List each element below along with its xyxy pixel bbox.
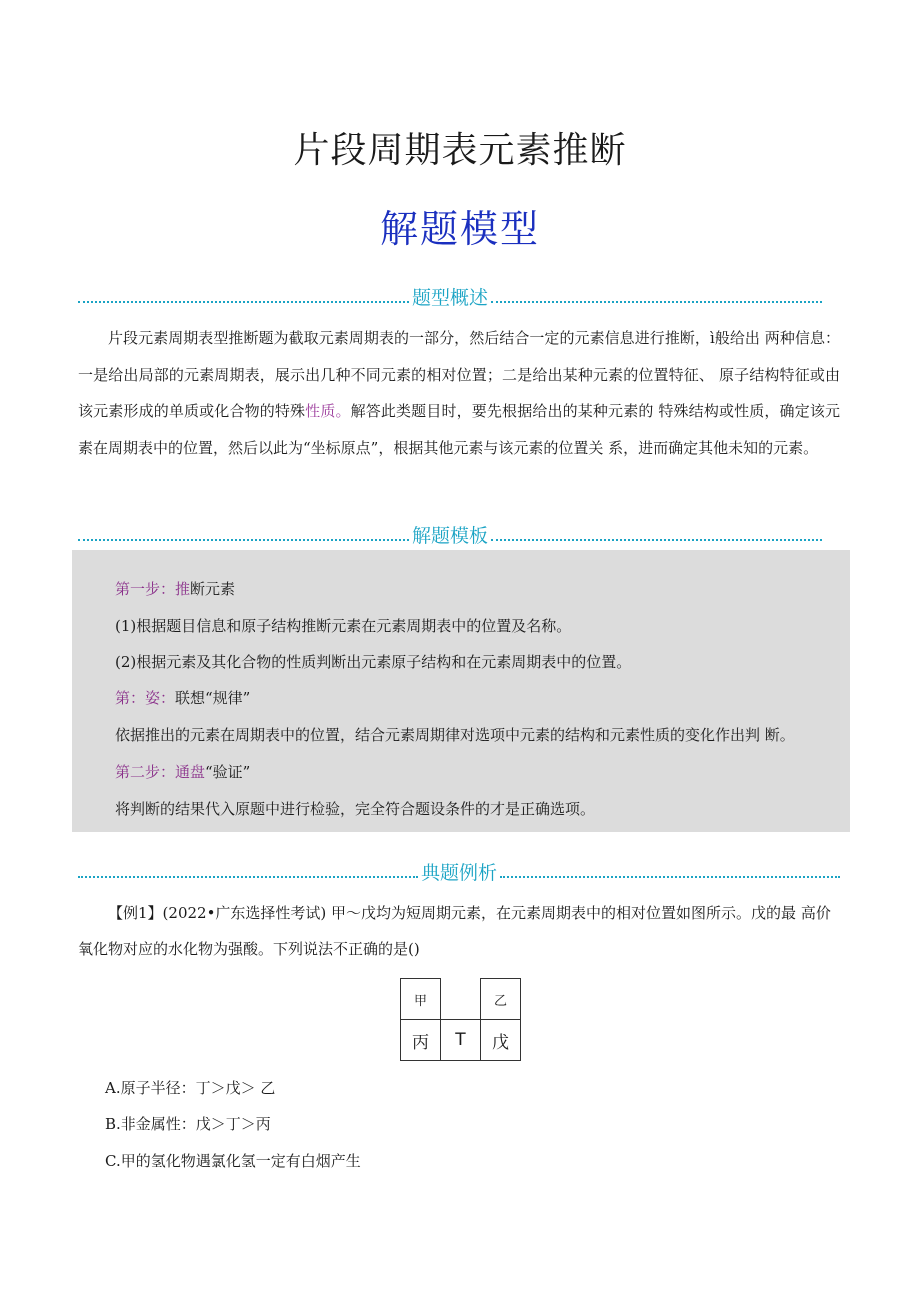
step1-item1: (1)根据题目信息和原子结构推断元素在元素周期表中的位置及名称。 [115, 617, 572, 635]
option-a: A.原子半径：丁＞戊＞ 乙 [105, 1079, 276, 1097]
step2-text: 联想“规律” [175, 689, 251, 707]
option-b: B.非金属性：戊＞丁＞丙 [105, 1115, 271, 1133]
step1-label: 第一步：推 [115, 580, 191, 598]
step2-heading [115, 687, 250, 708]
step1-text: 断元素 [190, 580, 236, 598]
table-row [401, 1020, 521, 1061]
section-header-overview [78, 283, 822, 310]
page-subtitle: 解题模型 [379, 207, 540, 251]
overview-paragraph [78, 320, 840, 466]
overview-text-part1: 片段元素周期表型推断题为截取元素周期表的一部分，然后结合一定的元素信息进行推断，ì般给出 两种信息：一是给出局部的元素周期表，展示出几种不同元素的相对位置；二是给出某种元素的位置特征、 原子结构特征或由该元素形成的单质或化合物的特殊 [78, 329, 840, 420]
step3-body: 将判断的结果代入原题中进行检验，完全符合题设条件的才是正确选项。 [115, 800, 596, 818]
table-cell-empty [441, 979, 481, 1020]
table-cell: 甲 [401, 979, 441, 1020]
section-title: 题型概述 [412, 287, 489, 309]
step1-heading [115, 578, 235, 599]
dotted-rule [78, 876, 418, 878]
dotted-rule [78, 301, 409, 303]
table-cell: 戊 [481, 1020, 521, 1061]
section-title: 解题模板 [412, 525, 489, 547]
example-tag: 【例1】 [108, 904, 163, 922]
dotted-rule [491, 539, 822, 541]
step1-item2: (2)根据元素及其化合物的性质判断出元素原子结构和在元素周期表中的位置。 [115, 653, 632, 671]
overview-text-part2: 解答此类题目时，要先根据给出的某种元素的 特殊结构或性质，确定该元素在周期表中的位置，然后以此为“坐标原点”，根据其他元素与该元素的位置关 系，进而确定其他未知的元素。 [78, 402, 840, 457]
step3-label: 第二步：通盘 [115, 763, 206, 781]
dotted-rule [78, 539, 409, 541]
section-header-example [78, 858, 840, 885]
table-cell: 乙 [481, 979, 521, 1020]
step3-text: “验证” [205, 763, 251, 781]
overview-accent-text: 性质。 [305, 402, 351, 420]
periodic-table-fragment [400, 978, 521, 1061]
dotted-rule [500, 876, 840, 878]
table-cell: 丙 [401, 1020, 441, 1061]
step3-heading [115, 761, 250, 782]
example-intro [78, 895, 840, 967]
page-title: 片段周期表元素推断 [293, 130, 627, 171]
template-box [72, 550, 850, 832]
dotted-rule [491, 301, 822, 303]
section-title: 典题例析 [421, 862, 498, 884]
option-c: C.甲的氢化物遇氯化氢一定有白烟产生 [105, 1152, 361, 1170]
step2-label: 第：姿： [115, 689, 176, 707]
table-cell: T [441, 1020, 481, 1061]
section-header-template [78, 521, 822, 548]
table-row [401, 979, 521, 1020]
step2-body: 依据推出的元素在周期表中的位置，结合元素周期律对选项中元素的结构和元素性质的变化作出判 断。 [115, 726, 795, 744]
example-question: (2022•广东选择性考试) 甲～戊均为短周期元素，在元素周期表中的相对位置如图所示。戊的最 高价氧化物对应的水化物为强酸。下列说法不正确的是() [78, 904, 831, 958]
